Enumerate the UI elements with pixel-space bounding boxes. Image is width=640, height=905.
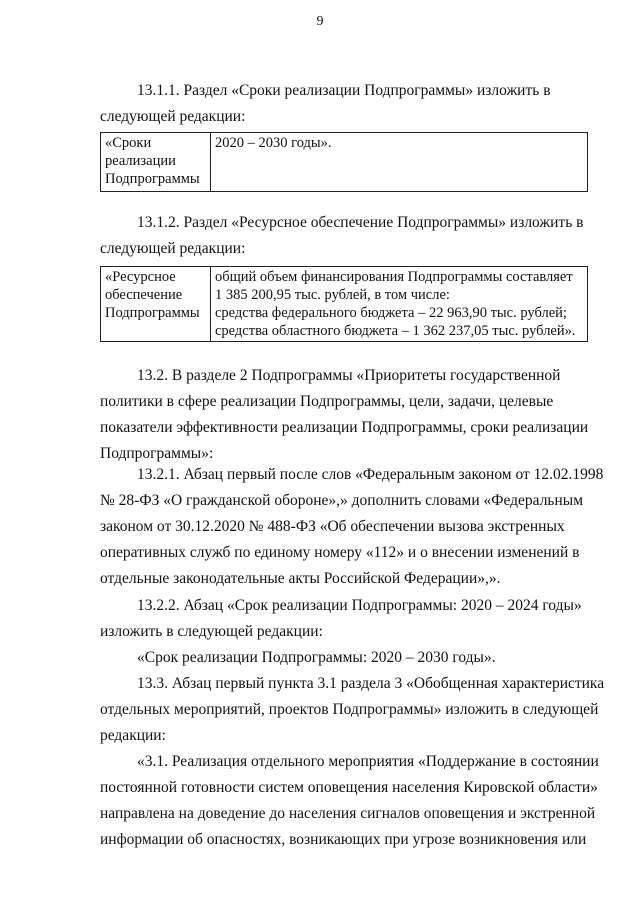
value-line: средства федерального бюджета – 22 963,90 тыс. рублей; [215, 305, 567, 321]
text-line: 13.2. В разделе 2 Подпрограммы «Приоритеты государственной [137, 367, 561, 384]
label-line: реализации [105, 153, 176, 169]
text-line: постоянной готовности систем оповещения населения Кировской области» [100, 779, 598, 796]
paragraph-13-1-1 [100, 78, 588, 130]
paragraph-3-1 [100, 749, 599, 853]
label-line: обеспечение [105, 287, 183, 303]
text-line: редакции: [100, 727, 166, 744]
text-line: оперативных служб по единому номеру «112» и о внесении изменений в [100, 544, 580, 561]
text-line: следующей редакции: [100, 240, 246, 257]
table-value-cell [211, 267, 588, 342]
label-line: «Ресурсное [105, 269, 176, 285]
page-number: 9 [316, 14, 324, 29]
label-line: «Сроки [105, 135, 152, 151]
table-row [101, 267, 588, 342]
value-line: общий объем финансирования Подпрограммы составляет [215, 269, 573, 285]
label-line: Подпрограммы [105, 171, 200, 187]
text-line: 13.1.1. Раздел «Сроки реализации Подпрограммы» изложить в [137, 82, 551, 99]
text-line: показатели эффективности реализации Подпрограммы, сроки реализации [100, 419, 589, 436]
terms-table [100, 132, 588, 192]
text-line: законом от 30.12.2020 № 488-ФЗ «Об обеспечении вызова экстренных [100, 518, 565, 535]
text-line: направлена на доведение до населения сигналов оповещения и экстренной [100, 805, 596, 822]
text-line: политики в сфере реализации Подпрограммы, цели, задачи, целевые [100, 393, 554, 410]
resources-table [100, 266, 588, 342]
paragraph-13-1-2 [100, 210, 588, 262]
table-label-cell [101, 133, 211, 192]
text-line: № 28-ФЗ «О гражданской обороне»,» дополнить словами «Федеральным [100, 492, 584, 509]
text-line: 13.2.1. Абзац первый после слов «Федеральным законом от 12.02.1998 [137, 466, 604, 483]
text-line: информации об опасностях, возникающих при угрозе возникновения или [100, 831, 587, 848]
text-line: отдельных мероприятий, проектов Подпрограммы» изложить в следующей [100, 701, 599, 718]
text-line: отдельные законодательные акты Российской Федерации»,». [100, 570, 501, 587]
paragraph-13-2-1 [100, 462, 604, 592]
text-line: «Срок реализации Подпрограммы: 2020 – 2030 годы». [137, 649, 496, 666]
text-line: изложить в следующей редакции: [100, 623, 323, 640]
paragraph-13-2-2 [100, 593, 588, 645]
value-line: 1 385 200,95 тыс. рублей, в том числе: [215, 287, 450, 303]
value-line: 2020 – 2030 годы». [215, 135, 332, 151]
text-line: Подпрограммы»: [100, 445, 214, 462]
text-line: 13.3. Абзац первый пункта 3.1 раздела 3 «Обобщенная характеристика [137, 675, 605, 692]
label-line: Подпрограммы [105, 305, 200, 321]
paragraph-srok [100, 645, 588, 671]
table-value-cell [211, 133, 588, 192]
table-label-cell [101, 267, 211, 342]
paragraph-13-3 [100, 671, 605, 749]
text-line: 13.1.2. Раздел «Ресурсное обеспечение Подпрограммы» изложить в [137, 214, 584, 231]
text-line: следующей редакции: [100, 108, 246, 125]
paragraph-13-2 [100, 363, 588, 467]
text-line: «3.1. Реализация отдельного мероприятия «Поддержание в состоянии [137, 753, 599, 770]
table-row [101, 133, 588, 192]
text-line: 13.2.2. Абзац «Срок реализации Подпрограммы: 2020 – 2024 годы» [137, 597, 582, 614]
value-line: средства областного бюджета – 1 362 237,05 тыс. рублей». [215, 323, 576, 339]
